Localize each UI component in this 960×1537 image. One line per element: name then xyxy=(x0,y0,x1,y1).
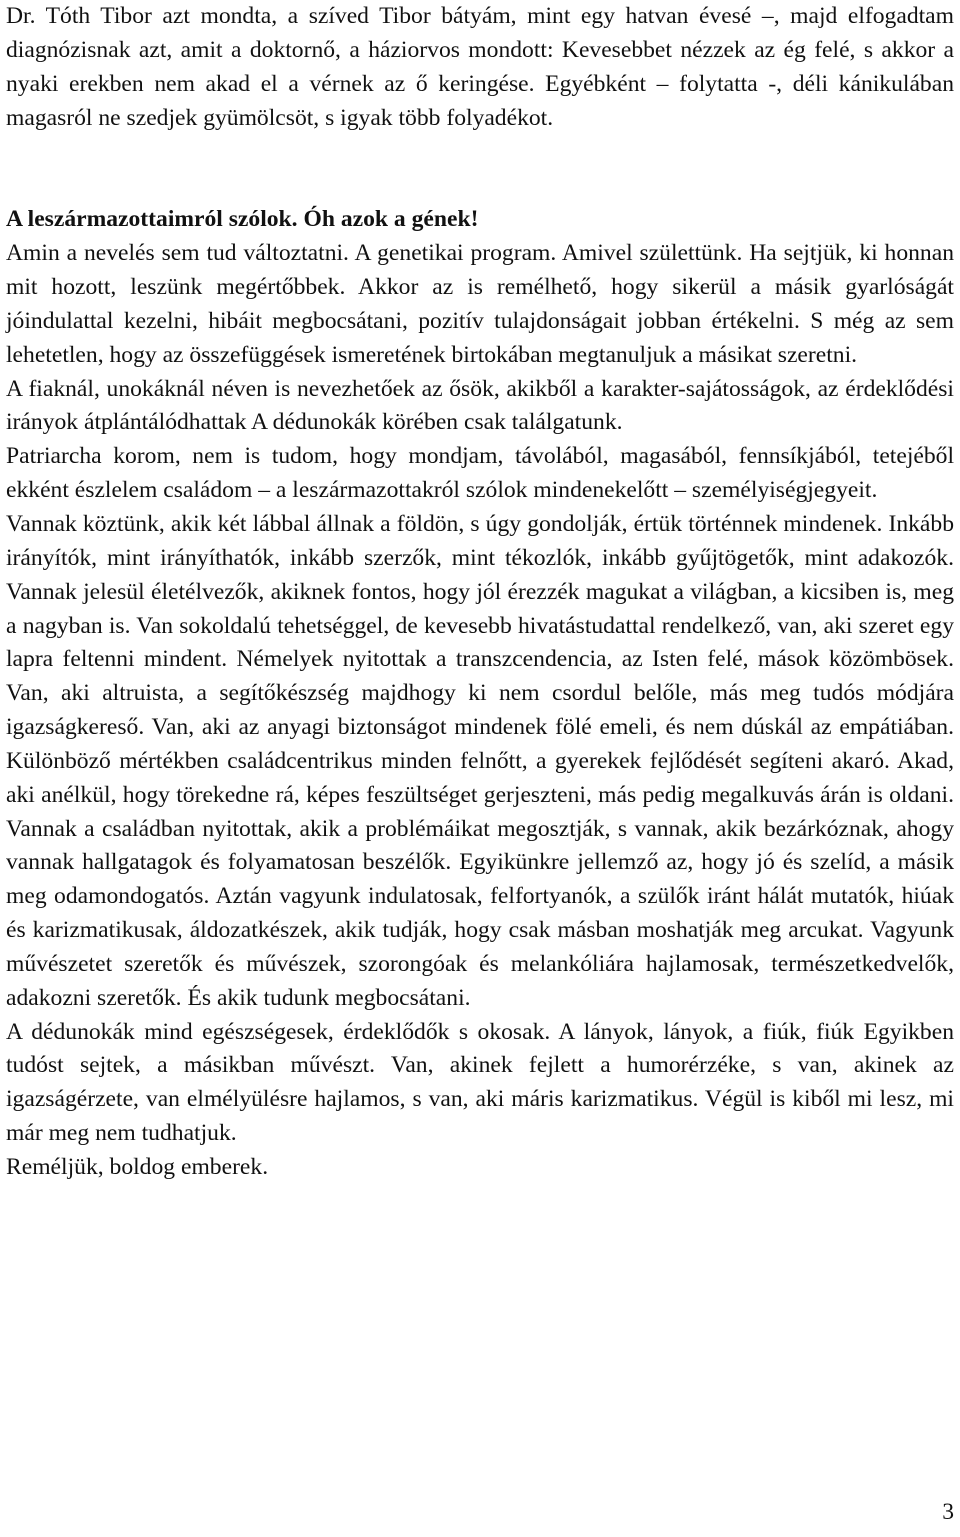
closing-line: Reméljük, boldog emberek. xyxy=(6,1154,269,1180)
intro-paragraph: Dr. Tóth Tibor azt mondta, a szíved Tibor bátyám, mint egy hatvan évesé –, majd elfogadtam diagnózisnak azt, amit a doktornő, a háziorvos mondott: Kevesebbet nézzek az ég felé, s akkor a nyaki erekben nem akad el a vérnek az ő keringése. Egyébként – folytatta -, déli kánikulában magasról ne szedjek gyümölcsöt, s igyak több folyadékot. xyxy=(6,3,954,131)
body-paragraph-great-grandchildren: A dédunokák mind egészségesek, érdeklődők s okosak. A lányok, lányok, a fiúk, fiúk Egyikben tudóst sejtek, a másikban művészt. Van, akinek fejlett a humorérzéke, s van, akinek az igazságérzete, van elmélyülésre hajlamos, s van, aki máris karizmatikus. Végül is kiből mi lesz, mi már meg nem tudhatjuk. xyxy=(6,1018,954,1147)
document-page xyxy=(6,0,954,1185)
body-paragraph-ancestors: A fiaknál, unokáknál néven is nevezhetőek az ősök, akikből a karakter-sajátosságok, az érdeklődési irányok átplántálódhattak A dédunokák körében csak találgatunk. xyxy=(6,375,954,436)
body-paragraph-patriarch: Patriarcha korom, nem is tudom, hogy mondjam, távolából, magasából, fennsíkjából, tetejéből ekként észlelem családom – a leszármazottakról szólok mindenekelőtt – személyiségjegyeit. xyxy=(6,443,954,504)
body-paragraph-traits: Vannak köztünk, akik két lábbal állnak a földön, s úgy gondolják, értük történnek mindenek. Inkább irányítók, mint irányíthatók, inkább szerzők, mint tékozlók, inkább gyűjtögetők, mint adakozók. Vannak jelesül életélvezők, akiknek fontos, hogy jól érezzék magukat a világban, a kicsiben is, meg a nagyban is. Van sokoldalú tehetséggel, de kevesebb hivatástudattal rendelkező, van, aki szeret egy lapra feltenni mindent. Némelyek nyitottak a transzcendencia, az Isten felé, mások közömbösek. Van, aki altruista, a segítőkészség majdhogy ki nem csordul belőle, más meg tudós módjára igazságkereső. Van, aki az anyagi biztonságot mindenek fölé emeli, és nem dúskál az empátiában. Különböző mértékben családcentrikus minden felnőtt, a gyerekek fejlődését segíteni akaró. Akad, aki anélkül, hogy törekedne rá, képes feszültséget gerjeszteni, más pedig megalkuvás árán is oldani. Vannak a családban nyitottak, akik a problémáikat megosztják, s vannak, akik bezárkóznak, ahogy vannak hallgatagok és folyamatosan beszélők. Egyikünkre jellemző az, hogy jó és szelíd, a másik meg odamondogatós. Aztán vagyunk indulatosak, felfortyanók, a szülők iránt hálát mutatók, hiúak és karizmatikusak, áldozatkészek, akik tudják, hogy csak másban moshatják meg arcukat. Vagyunk művészetet szeretők és művészek, szorongóak és melankóliára hajlamosak, természetkedvelők, adakozni szeretők. És akik tudunk megbocsátani. xyxy=(6,510,954,1011)
page-number: 3 xyxy=(942,1499,954,1525)
section-heading: A leszármazottaimról szólok. Óh azok a gének! xyxy=(6,206,479,233)
section-spacer xyxy=(6,135,954,203)
body-paragraph-genetics: Amin a nevelés sem tud változtatni. A genetikai program. Amivel születtünk. Ha sejtjük, ki honnan mit hozott, leszünk megértőbbek. Akkor az is remélhető, hogy sikerül a másik gyarlóságát jóindulattal kezelni, hibáit megbocsátani, pozitív tulajdonságait jobban értékelni. S még az sem lehetetlen, hogy az összefüggések ismeretének birtokában megtanuljuk a másikat szeretni. xyxy=(6,240,954,368)
